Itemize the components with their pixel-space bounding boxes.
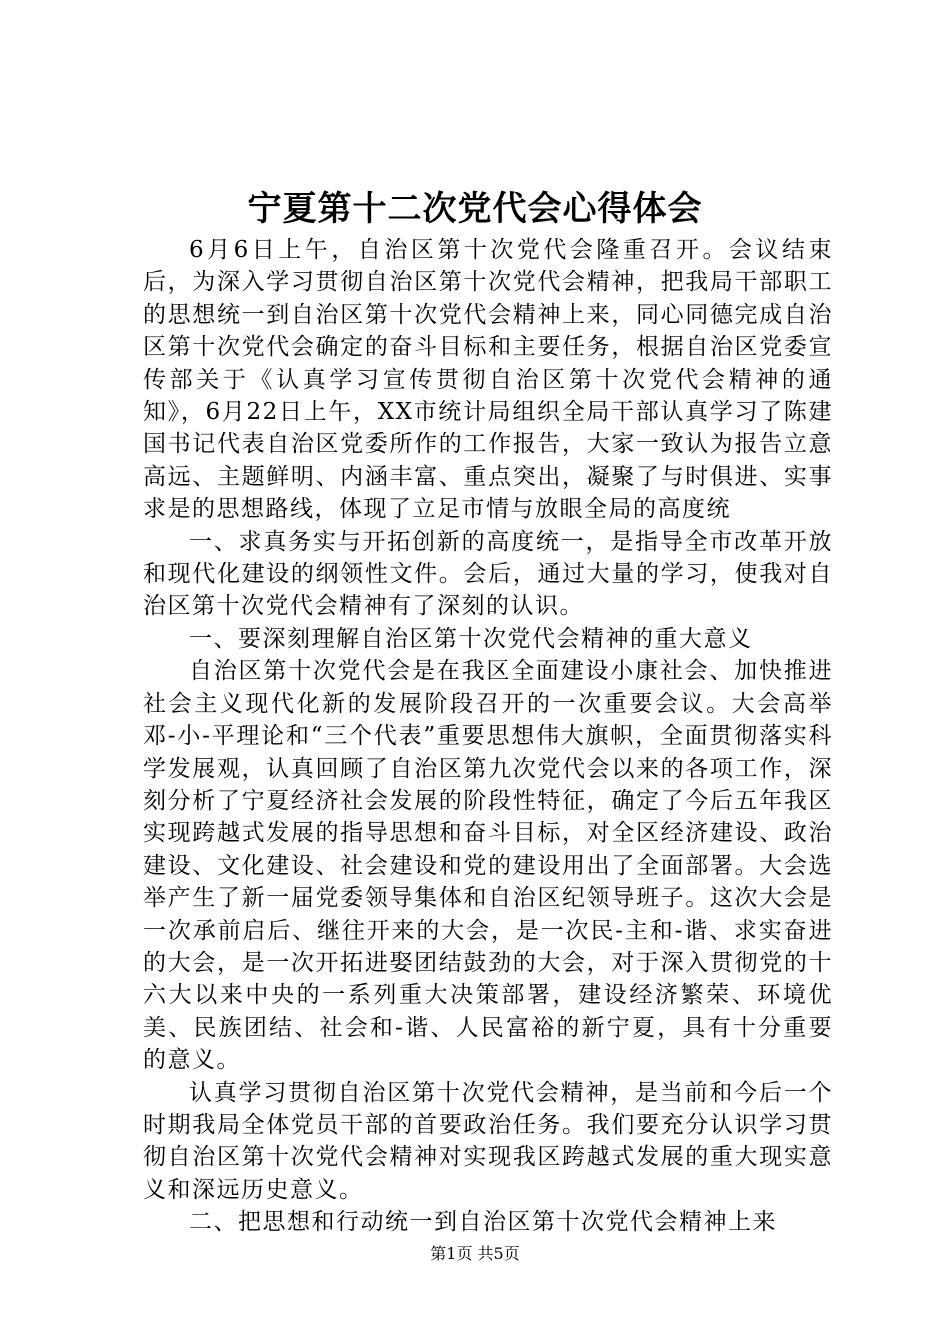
document-title: 宁夏第十二次党代会心得体会 — [247, 189, 703, 229]
paragraph-intro: 6月6日上午，自治区第十次党代会隆重召开。会议结束后，为深入学习贯彻自治区第十次党代会精神，把我局干部职工的思想统一到自治区第十次党代会精神上来，同心同德完成自治区第十次党代会确定的奋斗目标和主要任务，根据自治区党委宣传部关于《认真学习宣传贯彻自治区第十次党代会精神的通知》，6月22日上午，XX市统计局组织全局干部认真学习了陈建国书记代表自治区党委所作的工作报告，大家一致认为报告立意高远、主题鲜明、内涵丰富、重点突出，凝聚了与时俱进、实事求是的思想路线，体现了立足市情与放眼全局的高度统 — [143, 237, 833, 523]
paragraph-unity: 一、求真务实与开拓创新的高度统一，是指导全市改革开放和现代化建设的纲领性文件。会后，通过大量的学习，使我对自治区第十次党代会精神有了深刻的认识。 — [143, 528, 833, 620]
section-heading-unify: 二、把思想和行动统一到自治区第十次党代会精神上来 — [189, 1209, 777, 1236]
section-heading-significance: 一、要深刻理解自治区第十次党代会精神的重大意义 — [189, 625, 753, 652]
page-footer: 第1页 共5页 — [430, 1244, 520, 1263]
paragraph-congress: 自治区第十次党代会是在我区全面建设小康社会、加快推进社会主义现代化新的发展阶段召开的一次重要会议。大会高举邓-小-平理论和“三个代表”重要思想伟大旗帜，全面贯彻落实科学发展观，认真回顾了自治区第九次党代会以来的各项工作，深刻分析了宁夏经济社会发展的阶段性特征，确定了今后五年我区实现跨越式发展的指导思想和奋斗目标，对全区经济建设、政治建设、文化建设、社会建设和党的建设用出了全面部署。大会选举产生了新一届党委领导集体和自治区纪领导班子。这次大会是一次承前启后、继往开来的大会，是一次民-主和-谐、求实奋进的大会，是一次开拓进娶团结鼓劲的大会，对于深入贯彻党的十六大以来中央的一系列重大决策部署，建设经济繁荣、环境优美、民族团结、社会和-谐、人民富裕的新宁夏，具有十分重要的意义。 — [143, 658, 833, 1074]
paragraph-task: 认真学习贯彻自治区第十次党代会精神，是当前和今后一个时期我局全体党员干部的首要政治任务。我们要充分认识学习贯彻自治区第十次党代会精神对实现我区跨越式发展的重大现实意义和深远历史意义。 — [143, 1079, 833, 1203]
document-body — [143, 234, 833, 1239]
